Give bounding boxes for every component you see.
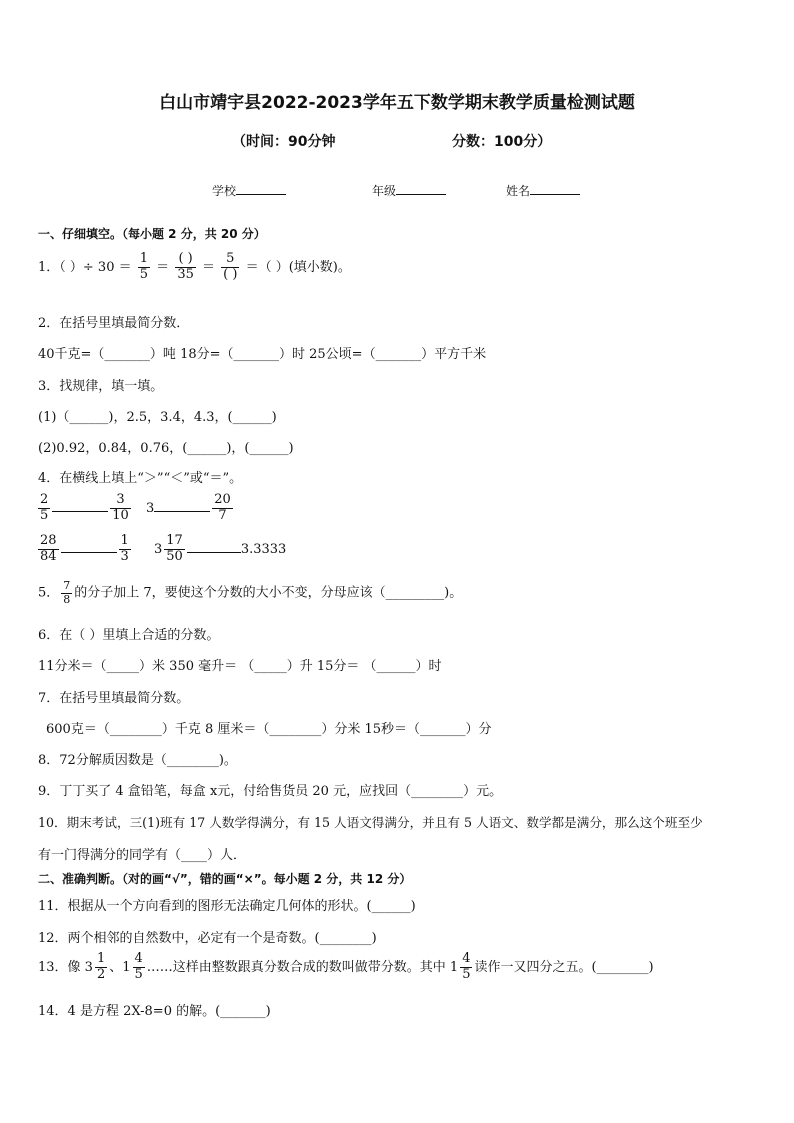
q13-n2: 4: [134, 951, 143, 966]
question-6: 6．在（ ）里填上合适的分数。: [38, 628, 220, 643]
question-3-line-1: (1)（______)，2.5，3.4，4.3，(______): [38, 410, 277, 425]
q1-f2-num: ( ): [175, 252, 196, 268]
grade-line: [396, 182, 446, 195]
question-9: 9．丁丁买了 4 盒铅笔，每盒 x元，付给售货员 20 元，应找回（________）元。: [38, 784, 503, 799]
section1-heading: 一、仔细填空。（每小题 2 分，共 20 分）: [38, 227, 266, 241]
q4a-d1: 5: [40, 507, 49, 523]
question-1: [38, 252, 351, 283]
q4-compare-b: [146, 493, 235, 524]
grade-field[interactable]: [372, 182, 446, 199]
q13-mid2: ……这样由整数跟真分数合成的数叫做带分数。其中 1: [146, 959, 459, 975]
q5-suffix: 的分子加上 7，要使这个分数的大小不变，分母应该（_________)。: [74, 585, 463, 601]
q1-f3-num: 5: [221, 252, 239, 268]
q13-n1: 1: [96, 951, 106, 966]
school-label: 学校: [212, 184, 237, 198]
q1-suffix: ＝（ ）(填小数)。: [245, 259, 351, 275]
page-title: 白山市靖宇县2022-2023学年五下数学期末教学质量检测试题: [159, 93, 635, 113]
q5-den: 8: [63, 592, 71, 606]
q4d-right: 3.3333: [240, 541, 287, 557]
q4d-n: 17: [166, 533, 183, 548]
name-line: [530, 182, 580, 195]
q4-compare-c: [36, 534, 133, 565]
q1-f1-num: 1: [139, 251, 149, 266]
q4c-blank[interactable]: [61, 552, 117, 553]
q4-compare-a: [36, 493, 133, 524]
q4a-n2: 3: [110, 493, 131, 509]
q1-prefix: 1．（ ）÷ 30 ＝: [38, 259, 132, 275]
q4a-left: [38, 493, 50, 524]
q4c-right: [119, 534, 131, 565]
section2-heading: 二、准确判断。（对的画“√”，错的画“×”。每小题 2 分，共 12 分）: [38, 872, 412, 886]
q4d-whole: 3: [154, 541, 163, 557]
q1-f1-den: 5: [139, 266, 149, 282]
q4c-left: [38, 534, 59, 565]
q4a-d2: 10: [112, 507, 129, 523]
q5-num: 7: [63, 579, 71, 592]
question-3: 3．找规律，填一填。: [38, 379, 164, 394]
q13-frac-1: [95, 952, 107, 983]
question-5: [38, 580, 462, 606]
q13-d1: 2: [96, 966, 106, 982]
q5-prefix: 5．: [38, 585, 60, 601]
q4b-blank[interactable]: [154, 511, 210, 512]
q4b-n2: 20: [214, 492, 231, 507]
q1-f2-den: 35: [177, 266, 194, 282]
question-6-line: 11分米＝（_____）米 350 毫升＝ （_____）升 15分＝ （______）时: [38, 659, 442, 674]
q13-d3: 5: [462, 966, 471, 982]
question-2: 2．在括号里填最简分数．: [38, 316, 190, 331]
q1-f3-den: ( ): [223, 266, 238, 282]
question-3-line-2: (2)0.92，0.84，0.76，(______)，(______): [38, 441, 294, 456]
question-13: [38, 952, 654, 983]
question-2-line: 40千克=（_______）吨 18分=（_______）时 25公顷=（_______）平方千米: [38, 347, 487, 362]
question-12: 12．两个相邻的自然数中，必定有一个是奇数。(________): [38, 931, 377, 946]
q4d-blank[interactable]: [187, 552, 241, 553]
q4-compare-d: [154, 534, 286, 565]
q13-d2: 5: [134, 966, 143, 982]
q4b-left: 3: [146, 500, 155, 516]
q13-frac-3: [460, 952, 472, 983]
q4c-d1: 84: [40, 548, 57, 564]
name-label: 姓名: [506, 184, 531, 198]
q4d-frac: [164, 534, 185, 565]
q4a-n1: 2: [40, 492, 49, 507]
q1-fraction-1: [138, 252, 150, 283]
q13-n3: 4: [462, 951, 471, 966]
q4b-right: [212, 493, 233, 524]
q5-fraction: [61, 580, 72, 606]
q4c-n1: 28: [40, 533, 57, 548]
question-8: 8．72分解质因数是（________)。: [38, 753, 237, 768]
q4b-d2: 7: [218, 507, 227, 523]
q13-suffix: 读作一又四分之五。(________): [474, 959, 654, 975]
question-14: 14．4 是方程 2X-8=0 的解。(_______): [38, 1004, 271, 1019]
q1-eq2: ＝: [202, 259, 216, 275]
exam-score: 分数：100分）: [452, 134, 552, 150]
question-11: 11．根据从一个方向看到的图形无法确定几何体的形状。(______): [38, 899, 416, 914]
q4a-blank[interactable]: [52, 511, 108, 512]
q4c-n2: 1: [120, 533, 129, 548]
q13-frac-2: [133, 952, 145, 983]
q13-prefix: 13．像 3: [38, 959, 93, 975]
question-7: 7．在括号里填最简分数。: [38, 691, 190, 706]
question-10-line-1: 10．期末考试，三(1)班有 17 人数学得满分，有 15 人语文得满分，并且有 5 人语文、数学都是满分，那么这个班至少: [38, 815, 703, 830]
exam-time: （时间：90分钟: [232, 134, 336, 150]
school-field[interactable]: [212, 182, 286, 199]
q1-fraction-2: [175, 252, 196, 283]
q1-eq1: ＝: [156, 259, 170, 275]
grade-label: 年级: [372, 184, 397, 198]
school-line: [236, 182, 286, 195]
q4c-d2: 3: [120, 548, 129, 564]
q1-fraction-3: [221, 252, 239, 283]
name-field[interactable]: [506, 182, 580, 199]
q4a-right: [110, 493, 131, 524]
q13-mid1: 、1: [109, 959, 131, 975]
question-10-line-2: 有一门得满分的同学有（____）人．: [38, 848, 247, 863]
question-4: 4．在横线上填上“＞”“＜”或“＝”。: [38, 471, 243, 486]
q4d-d: 50: [166, 548, 183, 564]
question-7-line: 600克＝（________）千克 8 厘米＝（________）分米 15秒＝（_______）分: [46, 722, 492, 737]
